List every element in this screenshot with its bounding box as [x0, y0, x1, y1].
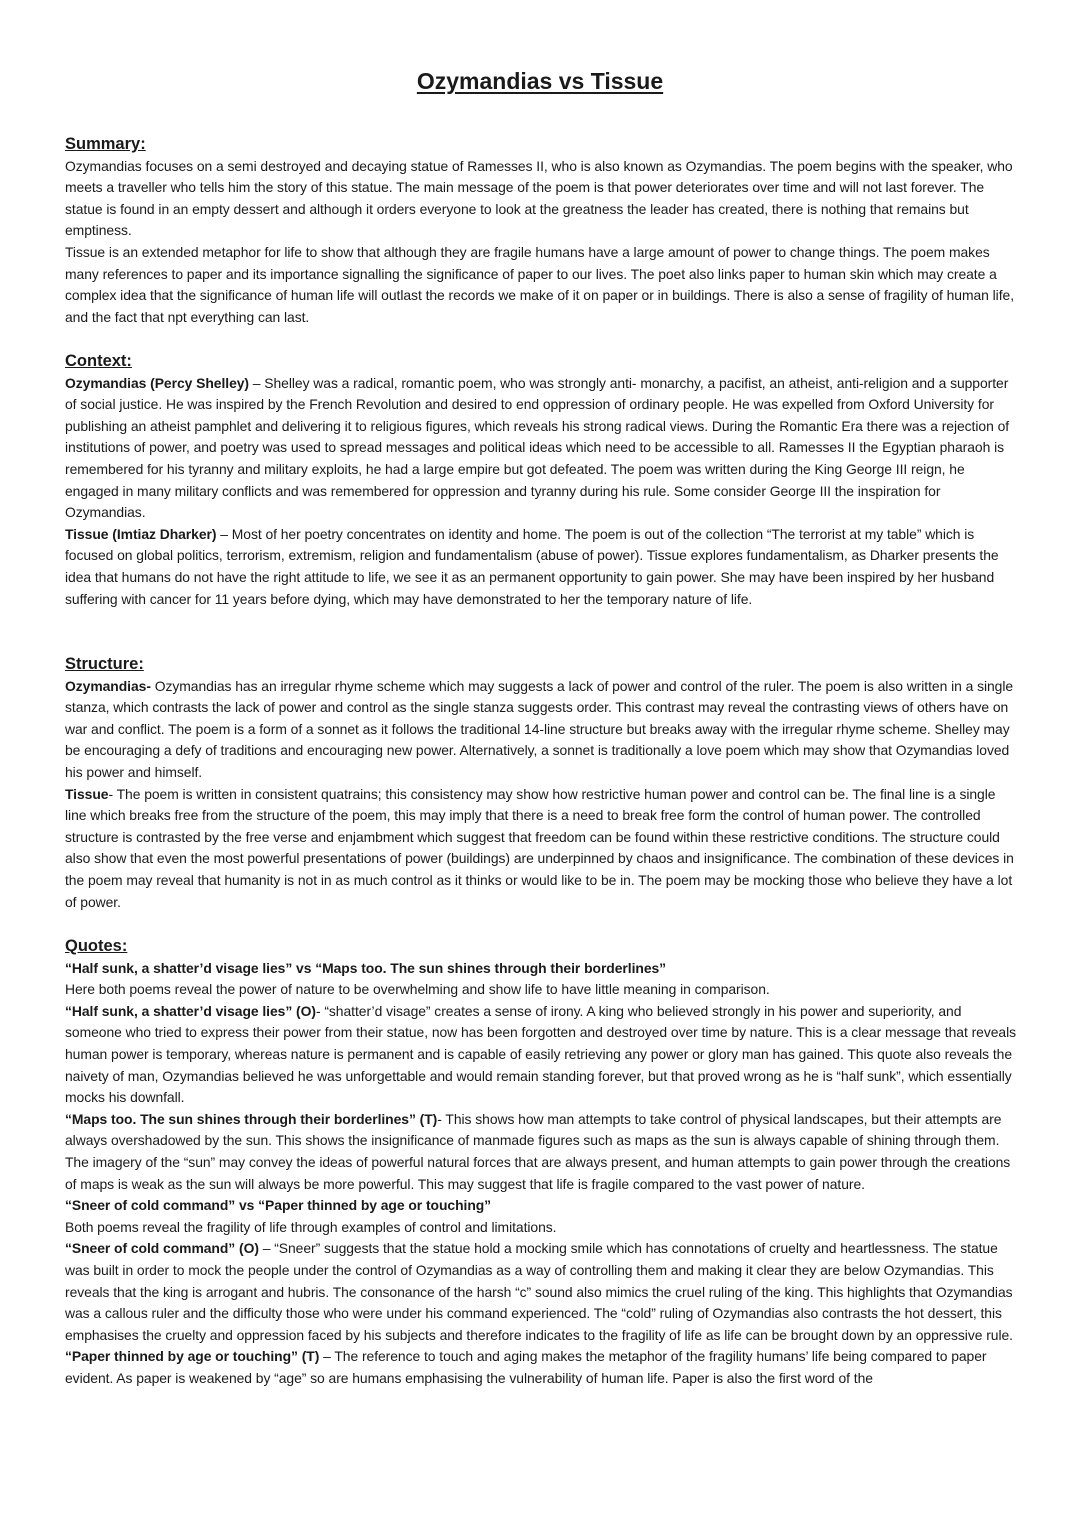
quote-3-label: “Sneer of cold command” (O) — [65, 1240, 259, 1257]
quote-2-analysis — [65, 1109, 1020, 1195]
structure-paragraph-ozymandias — [65, 676, 1020, 784]
quote-pair-2-title: “Sneer of cold command” vs “Paper thinned by age or touching” — [65, 1197, 492, 1214]
context-tissue-text: – Most of her poetry concentrates on identity and home. The poem is out of the collection “The terrorist at my table” which is focused on global politics, terrorism, extremism, religion and fundamentalism (abuse of power). Tissue explores fundamentalism, as Dharker presents the idea that humans do not have the right attitude to life, we see it as an permanent opportunity to gain power. She may have been inspired by her husband suffering with cancer for 11 years before dying, which may have demonstrated to her the temporary nature of life. — [65, 525, 999, 607]
page-title: Ozymandias vs Tissue — [416, 68, 664, 94]
structure-heading: Structure: — [65, 655, 144, 673]
summary-section — [65, 134, 1020, 328]
quote-4-label: “Paper thinned by age or touching” (T) — [65, 1348, 320, 1365]
summary-heading: Summary: — [65, 135, 146, 153]
quote-1-label: “Half sunk, a shatter’d visage lies” (O) — [65, 1002, 316, 1019]
quotes-heading: Quotes: — [65, 937, 128, 955]
quote-pair-2-summary: Both poems reveal the fragility of life through examples of control and limitations. — [65, 1218, 557, 1235]
quotes-section — [65, 936, 1020, 1389]
quote-4-analysis — [65, 1346, 1020, 1389]
quote-3-text: – “Sneer” suggests that the statue hold a mocking smile which has connotations of cruelty and heartlessness. The statue was built in order to mock the people under the control of Ozymandias as a way of controlling them and making it clear they are below Ozymandias. This reveals that the king is arrogant and hubris. The consonance of the harsh “c” sound also mimics the cruel ruling of the king. This highlights that Ozymandias was a callous ruler and the difficulty those who were under his command experienced. The “cold” ruling of Ozymandias also contrasts the hot dessert, this emphasises the cruelty and oppression faced by his subjects and therefore indicates to the fragility of life as life can be brought down by an oppressive rule. — [65, 1240, 1013, 1343]
quote-1-analysis — [65, 1001, 1020, 1109]
quote-2-label: “Maps too. The sun shines through their borderlines” (T) — [65, 1110, 438, 1127]
context-paragraph-ozymandias — [65, 373, 1020, 524]
context-ozymandias-label: Ozymandias (Percy Shelley) — [65, 374, 249, 391]
structure-tissue-text: - The poem is written in consistent quatrains; this consistency may show how restrictive human power and control can be. The final line is a single line which breaks free from the structure of the poem, this may imply that there is a need to break free form the control of human power. The controlled structure is contrasted by the free verse and enjambment which suggest that freedom can be found within these restrictive conditions. The structure could also show that even the most powerful presentations of power (buildings) are underpinned by chaos and insignificance. The combination of these devices in the poem may reveal that humanity is not in as much control as it thinks or would like to be in. The poem may be mocking those who believe they have a lot of power. — [65, 785, 1014, 910]
quote-3-analysis — [65, 1238, 1020, 1346]
context-ozymandias-text: – Shelley was a radical, romantic poem, who was strongly anti- monarchy, a pacifist, an atheist, anti-religion and a supporter of social justice. He was inspired by the French Revolution and desired to end oppression of ordinary people. He was expelled from Oxford University for publishing an atheist pamphlet and delivering it to religious figures, which reveals his strong radical views. During the Romantic Era there was a rejection of institutions of power, and poetry was used to spread messages and political ideas which need to be accessible to all. Ramesses II the Egyptian pharaoh is remembered for his tyranny and military exploits, he had a large empire but got defeated. The poem was written during the King George III reign, he engaged in many military conflicts and was remembered for oppression and tyranny during his rule. Some consider George III the inspiration for Ozymandias. — [65, 374, 1010, 521]
quote-2-text: - This shows how man attempts to take control of physical landscapes, but their attempts are always overshadowed by the sun. This shows the insignificance of manmade figures such as maps as the sun is always capable of shining through them. The imagery of the “sun” may convey the ideas of powerful natural forces that are always present, and human attempts to gain power through the creations of maps is weak as the sun will always be more powerful. This may suggest that life is fragile compared to the vast power of nature. — [65, 1110, 1011, 1192]
quote-4-text: – The reference to touch and aging makes the metaphor of the fragility humans’ life being compared to paper evident. As paper is weakened by “age” so are humans emphasising the vulnerability of human life. Paper is also the first word of the — [65, 1348, 987, 1386]
context-paragraph-tissue — [65, 524, 1020, 610]
context-section — [65, 351, 1020, 610]
context-tissue-label: Tissue (Imtiaz Dharker) — [65, 525, 217, 542]
context-heading: Context: — [65, 352, 132, 370]
quote-pair-1 — [65, 958, 1020, 980]
quote-pair-2 — [65, 1195, 1020, 1217]
quote-1-text: - “shatter’d visage” creates a sense of irony. A king who believed strongly in his power and superiority, and someone who tried to express their power from their statue, now has been forgotten and destroyed over time by nature. This is a clear message that reveals human power is temporary, whereas nature is permanent and is capable of easily retrieving any power or glory man has gained. This quote also reveals the naivety of man, Ozymandias believed he was unforgettable and would remain standing forever, but that proved wrong as he is “half sunk”, which essentially mocks his downfall. — [65, 1002, 1016, 1106]
quote-pair-1-summary: Here both poems reveal the power of nature to be overwhelming and show life to have little meaning in comparison. — [65, 981, 770, 998]
structure-ozymandias-text: Ozymandias has an irregular rhyme scheme which may suggests a lack of power and control of the ruler. The poem is also written in a single stanza, which contrasts the lack of power and control as the single stanza suggests order. This contrast may reveal the contrasting views of others have on war and conflict. The poem is a form of a sonnet as it follows the traditional 14-line structure but breaks away with the irregular rhyme scheme. Shelley may be encouraging a defy of traditions and encouraging new power. Alternatively, a sonnet is traditionally a love poem which may show that Ozymandias loved his power and himself. — [65, 677, 1014, 780]
structure-section — [65, 654, 1020, 913]
structure-paragraph-tissue — [65, 784, 1020, 914]
summary-paragraph-ozymandias: Ozymandias focuses on a semi destroyed and decaying statue of Ramesses II, who is also known as Ozymandias. The poem begins with the speaker, who meets a traveller who tells him the story of this statue. The main message of the poem is that power deteriorates over time and will not last forever. The statue is found in an empty dessert and although it orders everyone to look at the greatness the leader has created, there is nothing that remains but emptiness. — [65, 157, 1013, 239]
structure-tissue-label: Tissue — [65, 785, 109, 802]
summary-paragraph-tissue: Tissue is an extended metaphor for life to show that although they are fragile humans have a large amount of power to change things. The poem makes many references to paper and its importance signalling the significance of paper to our lives. The poet also links paper to human skin which may create a complex idea that the significance of human life will outlast the records we make of it on paper or in buildings. There is also a sense of fragility of human life, and the fact that npt everything can last. — [65, 243, 1015, 325]
quote-pair-1-title: “Half sunk, a shatter’d visage lies” vs “Maps too. The sun shines through their borderlines” — [65, 959, 667, 976]
structure-ozymandias-label: Ozymandias- — [65, 677, 151, 694]
